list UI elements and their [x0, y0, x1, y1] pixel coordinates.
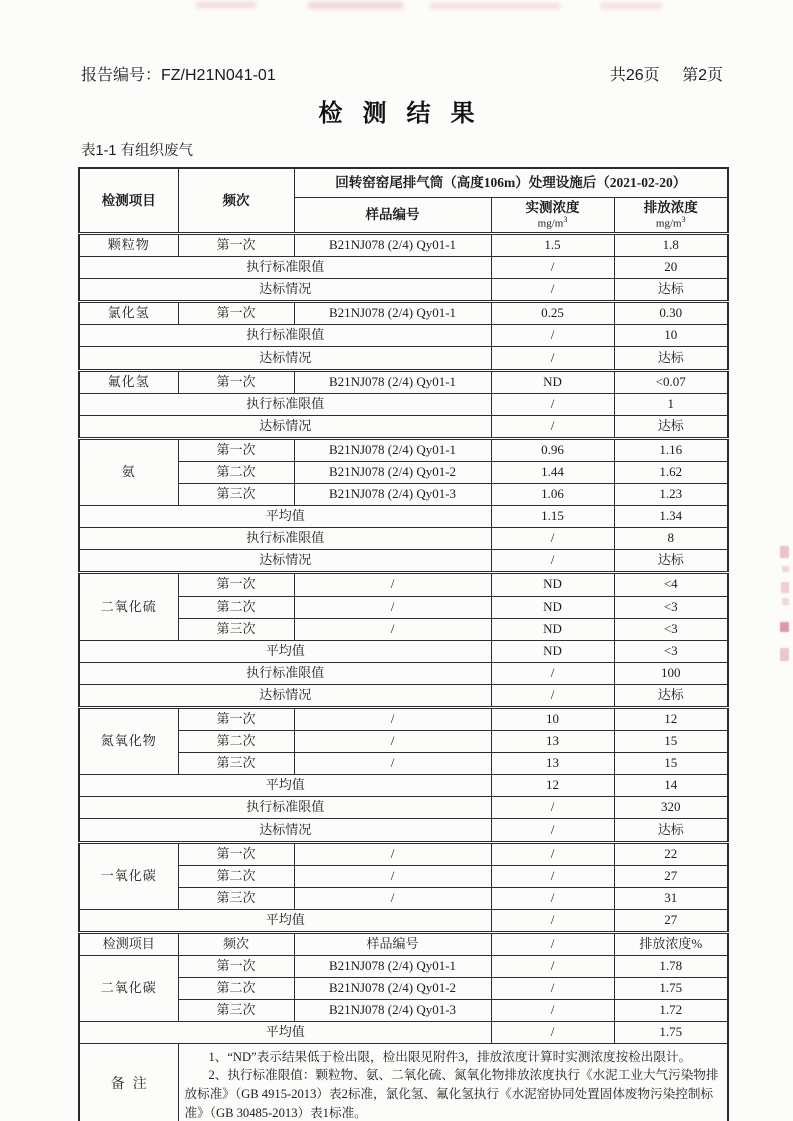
- red-letterhead-remnant: [600, 3, 662, 9]
- table-cell: <3: [614, 618, 728, 640]
- table-row: [79, 370, 728, 393]
- results-table-footer: [79, 1044, 728, 1121]
- table-cell: /: [294, 707, 491, 730]
- table-row: [79, 684, 728, 707]
- table-cell: B21NJ078 (2/4) Qy01-1: [294, 370, 491, 393]
- table-cell: 执行标准限值: [79, 528, 491, 550]
- table-cell: 执行标准限值: [79, 325, 491, 347]
- table-cell: B21NJ078 (2/4) Qy01-2: [294, 461, 491, 483]
- table-cell: 第二次: [178, 596, 294, 618]
- table-cell: 1.78: [614, 956, 728, 978]
- table-cell: 100: [614, 662, 728, 684]
- table-cell: 0.96: [491, 438, 614, 461]
- table-cell: 达标情况: [79, 684, 491, 707]
- table-cell: /: [491, 909, 614, 932]
- table-cell: /: [491, 1022, 614, 1044]
- table-header-row: [79, 168, 728, 198]
- table-row: [79, 506, 728, 528]
- table-cell: 27: [614, 909, 728, 932]
- table-cell: /: [294, 887, 491, 909]
- substance-label: 二氧化碳: [79, 956, 178, 1022]
- table-cell: 达标: [614, 684, 728, 707]
- table-cell: 平均值: [79, 775, 491, 797]
- table-cell: ND: [491, 370, 614, 393]
- substance-label: 氨: [79, 438, 178, 505]
- table-cell: B21NJ078 (2/4) Qy01-3: [294, 484, 491, 506]
- table-cell: 第三次: [178, 484, 294, 506]
- table-cell: /: [491, 550, 614, 573]
- table-row: [79, 640, 728, 662]
- stamp-edge-mark: [780, 622, 789, 632]
- table-cell: 平均值: [79, 909, 491, 932]
- table-cell: 第一次: [178, 438, 294, 461]
- table-row: [79, 279, 728, 302]
- table-cell: B21NJ078 (2/4) Qy01-1: [294, 956, 491, 978]
- table-cell: /: [294, 842, 491, 865]
- table-cell: 1.75: [614, 978, 728, 1000]
- table-cell: 执行标准限值: [79, 393, 491, 415]
- table-cell: 第一次: [178, 956, 294, 978]
- table-cell: 达标情况: [79, 279, 491, 302]
- table-cell: /: [294, 596, 491, 618]
- table-cell: /: [491, 279, 614, 302]
- table-cell: 第二次: [178, 978, 294, 1000]
- table-cell: 1.8: [614, 234, 728, 257]
- table-row: [79, 234, 728, 257]
- table-cell: /: [491, 684, 614, 707]
- table-cell: 排放浓度%: [614, 932, 728, 955]
- note-line: 2、执行标准限值：颗粒物、氨、二氧化硫、氮氧化物排放浓度执行《水泥工业大气污染物排放标准》（GB 4915-2013）表2标准，氯化氢、氟化氢执行《水泥窑协同处置固体废物污染控制标准》（GB 30485-2013）表1标准。: [184, 1068, 719, 1121]
- table-cell: 14: [614, 775, 728, 797]
- table-cell: /: [294, 573, 491, 596]
- table-cell: 样品编号: [294, 932, 491, 955]
- table-cell: B21NJ078 (2/4) Qy01-2: [294, 978, 491, 1000]
- stamp-edge-mark: [782, 598, 789, 605]
- table-cell: 频次: [178, 932, 294, 955]
- table-cell: 第一次: [178, 573, 294, 596]
- table-cell: 1: [614, 393, 728, 415]
- table-cell: 第一次: [178, 370, 294, 393]
- table-cell: /: [491, 393, 614, 415]
- table-cell: 13: [491, 731, 614, 753]
- table-cell: 12: [614, 707, 728, 730]
- stamp-edge-mark: [781, 582, 789, 593]
- table-cell: 20: [614, 257, 728, 279]
- table-row: [79, 302, 728, 325]
- table-cell: 第二次: [178, 865, 294, 887]
- table-cell: /: [294, 865, 491, 887]
- table-cell: 10: [491, 707, 614, 730]
- pages-total: 共26页: [609, 67, 660, 84]
- table-cell: 1.15: [491, 506, 614, 528]
- column-header-item: 检测项目: [79, 168, 178, 234]
- table-row: [79, 1022, 728, 1044]
- table-cell: /: [491, 956, 614, 978]
- table-row: [79, 819, 728, 842]
- table-row: [79, 797, 728, 819]
- table-cell: 平均值: [79, 1022, 491, 1044]
- results-table-body: [79, 234, 728, 1044]
- page-title: 检测结果: [318, 100, 495, 127]
- table-cell: 达标情况: [79, 415, 491, 438]
- table-cell: 13: [491, 753, 614, 775]
- table-cell: 8: [614, 528, 728, 550]
- column-header-emission: 排放浓度 $mg/m^3$: [614, 198, 728, 234]
- table-cell: /: [294, 731, 491, 753]
- table-cell: /: [491, 842, 614, 865]
- table-row: [79, 415, 728, 438]
- table-cell: 第一次: [178, 842, 294, 865]
- notes-label: 备注: [79, 1044, 178, 1121]
- table-cell: 1.06: [491, 484, 614, 506]
- column-header-sample-id: 样品编号: [294, 198, 491, 234]
- report-number: 报告编号：FZ/H21N041-01: [81, 67, 276, 84]
- table-cell: 1.23: [614, 484, 728, 506]
- results-table-header: [79, 168, 728, 234]
- unit-label: $mg/m^3$: [537, 214, 568, 230]
- table-cell: 第三次: [178, 753, 294, 775]
- table-cell: <3: [614, 640, 728, 662]
- table-cell: 320: [614, 797, 728, 819]
- table-cell: 达标: [614, 550, 728, 573]
- table-cell: 执行标准限值: [79, 662, 491, 684]
- table-cell: 达标: [614, 415, 728, 438]
- substance-label: 二氧化硫: [79, 573, 178, 640]
- table-cell: ND: [491, 640, 614, 662]
- table-cell: /: [294, 753, 491, 775]
- results-table: [78, 167, 729, 1121]
- table-cell: <4: [614, 573, 728, 596]
- table-cell: 执行标准限值: [79, 797, 491, 819]
- table-cell: ND: [491, 573, 614, 596]
- table-cell: 22: [614, 842, 728, 865]
- table-cell: /: [491, 1000, 614, 1022]
- table-row: [79, 707, 728, 730]
- table-subheader-row: [79, 932, 728, 955]
- table-row: [79, 347, 728, 370]
- table-row: [79, 842, 728, 865]
- note-line: 1、“ND”表示结果低于检出限，检出限见附件3，排放浓度计算时实测浓度按检出限计。: [208, 1049, 692, 1064]
- table-cell: /: [491, 978, 614, 1000]
- table-cell: 第三次: [178, 618, 294, 640]
- table-cell: /: [491, 932, 614, 955]
- table-cell: /: [491, 865, 614, 887]
- table-row: [79, 528, 728, 550]
- table-row: [79, 573, 728, 596]
- table-cell: B21NJ078 (2/4) Qy01-3: [294, 1000, 491, 1022]
- substance-label: 氯化氢: [79, 302, 178, 325]
- table-cell: 检测项目: [79, 932, 178, 955]
- table-cell: 第三次: [178, 1000, 294, 1022]
- substance-label: 颗粒物: [79, 234, 178, 257]
- page-info: [592, 62, 723, 85]
- table-cell: /: [491, 415, 614, 438]
- red-letterhead-remnant: [196, 2, 256, 8]
- table-cell: 第一次: [178, 234, 294, 257]
- table-cell: 0.25: [491, 302, 614, 325]
- sampling-point-header: 回转窑窑尾排气筒（高度106m）处理设施后（2021-02-20）: [294, 168, 728, 198]
- table-cell: 1.62: [614, 461, 728, 483]
- table-cell: 1.34: [614, 506, 728, 528]
- table-cell: 27: [614, 865, 728, 887]
- column-header-frequency: 频次: [178, 168, 294, 234]
- table-cell: 31: [614, 887, 728, 909]
- table-cell: 第二次: [178, 461, 294, 483]
- table-cell: 1.75: [614, 1022, 728, 1044]
- table-cell: 12: [491, 775, 614, 797]
- table-cell: 达标: [614, 819, 728, 842]
- table-cell: 达标情况: [79, 347, 491, 370]
- table-row: [79, 325, 728, 347]
- red-letterhead-remnant: [430, 3, 560, 9]
- stamp-edge-mark: [780, 546, 789, 558]
- substance-label: 氟化氢: [79, 370, 178, 393]
- table-row: [79, 662, 728, 684]
- table-row: [79, 956, 728, 978]
- table-cell: ND: [491, 596, 614, 618]
- table-cell: 第一次: [178, 302, 294, 325]
- table-cell: /: [491, 887, 614, 909]
- unit-label: $mg/m^3$: [655, 214, 686, 230]
- table-cell: 0.30: [614, 302, 728, 325]
- table-row: [79, 550, 728, 573]
- page-current: 第2页: [682, 67, 723, 84]
- table-row: [79, 438, 728, 461]
- notes-row: [79, 1044, 728, 1121]
- page-meta-row: [81, 62, 723, 85]
- table-cell: 第二次: [178, 731, 294, 753]
- table-row: [79, 393, 728, 415]
- table-cell: ND: [491, 618, 614, 640]
- table-cell: B21NJ078 (2/4) Qy01-1: [294, 302, 491, 325]
- table-cell: /: [491, 819, 614, 842]
- table-cell: 15: [614, 731, 728, 753]
- table-cell: 平均值: [79, 506, 491, 528]
- table-row: [79, 909, 728, 932]
- table-cell: 15: [614, 753, 728, 775]
- table-caption: 表1-1 有组织废气: [81, 143, 193, 159]
- table-cell: 1.72: [614, 1000, 728, 1022]
- table-cell: /: [491, 528, 614, 550]
- substance-label: 氮氧化物: [79, 707, 178, 774]
- table-cell: /: [491, 325, 614, 347]
- table-cell: 10: [614, 325, 728, 347]
- red-letterhead-remnant: [308, 2, 403, 9]
- table-cell: 1.5: [491, 234, 614, 257]
- stamp-edge-mark: [780, 648, 789, 661]
- table-cell: /: [294, 618, 491, 640]
- table-cell: 达标: [614, 279, 728, 302]
- table-cell: 平均值: [79, 640, 491, 662]
- table-cell: 1.16: [614, 438, 728, 461]
- table-cell: 1.44: [491, 461, 614, 483]
- table-cell: /: [491, 662, 614, 684]
- table-cell: B21NJ078 (2/4) Qy01-1: [294, 234, 491, 257]
- table-cell: 达标: [614, 347, 728, 370]
- stamp-edge-mark: [782, 566, 789, 572]
- table-cell: /: [491, 797, 614, 819]
- substance-label: 一氧化碳: [79, 842, 178, 909]
- column-header-measured: 实测浓度 $mg/m^3$: [491, 198, 614, 234]
- table-row: [79, 775, 728, 797]
- table-cell: <0.07: [614, 370, 728, 393]
- table-cell: 第三次: [178, 887, 294, 909]
- table-cell: <3: [614, 596, 728, 618]
- notes-content: [178, 1044, 728, 1121]
- table-cell: 达标情况: [79, 550, 491, 573]
- table-row: [79, 257, 728, 279]
- table-cell: /: [491, 347, 614, 370]
- table-cell: 达标情况: [79, 819, 491, 842]
- table-cell: 第一次: [178, 707, 294, 730]
- table-cell: B21NJ078 (2/4) Qy01-1: [294, 438, 491, 461]
- table-cell: /: [491, 257, 614, 279]
- table-cell: 执行标准限值: [79, 257, 491, 279]
